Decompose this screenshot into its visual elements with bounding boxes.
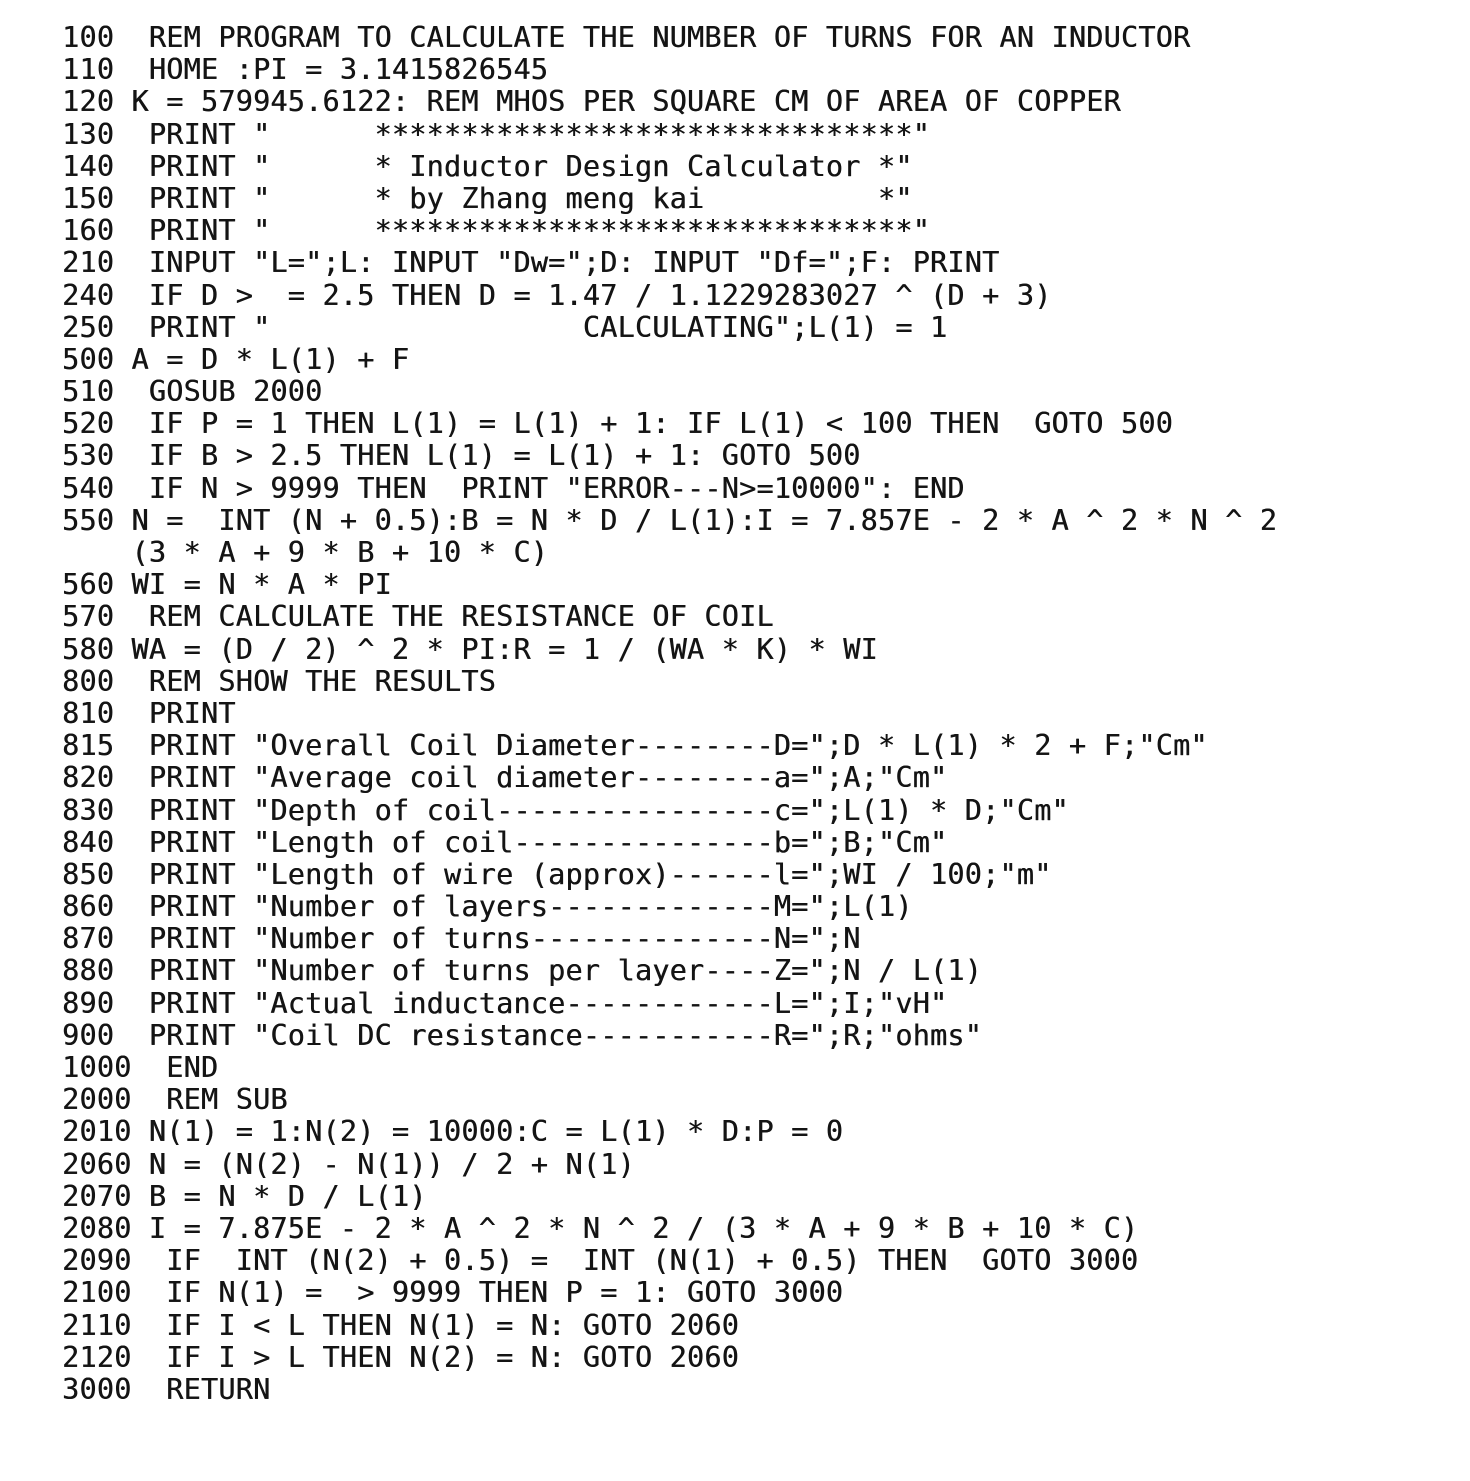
code-line: 2070 B = N * D / L(1) — [62, 1179, 427, 1213]
code-line: 240 IF D > = 2.5 THEN D = 1.47 / 1.1229283027 ^ (D + 3) — [62, 278, 1052, 312]
code-line: 830 PRINT "Depth of coil----------------c=";L(1) * D;"Cm" — [62, 793, 1069, 827]
code-line: 2060 N = (N(2) - N(1)) / 2 + N(1) — [62, 1147, 635, 1181]
code-line: 840 PRINT "Length of coil---------------b=";B;"Cm" — [62, 825, 948, 859]
code-line: 880 PRINT "Number of turns per layer----Z=";N / L(1) — [62, 954, 982, 988]
code-line: (3 * A + 9 * B + 10 * C) — [62, 536, 549, 569]
code-line: 560 WI = N * A * PI — [62, 568, 392, 602]
code-line: 2100 IF N(1) = > 9999 THEN P = 1: GOTO 3000 — [62, 1276, 844, 1310]
code-line: 250 PRINT " CALCULATING";L(1) = 1 — [62, 310, 948, 344]
code-line: 800 REM SHOW THE RESULTS — [62, 664, 496, 698]
code-line: 2000 REM SUB — [62, 1083, 288, 1117]
code-line: 1000 END — [62, 1051, 219, 1084]
code-line: 2120 IF I > L THEN N(2) = N: GOTO 2060 — [62, 1340, 739, 1374]
code-line: 810 PRINT — [62, 696, 236, 730]
code-line: 580 WA = (D / 2) ^ 2 * PI:R = 1 / (WA * K) * WI — [62, 632, 878, 666]
code-line: 850 PRINT "Length of wire (approx)------l=";WI / 100;"m" — [62, 857, 1052, 891]
code-line: 2080 I = 7.875E - 2 * A ^ 2 * N ^ 2 / (3 * A + 9 * B + 10 * C) — [62, 1211, 1139, 1245]
code-line: 2110 IF I < L THEN N(1) = N: GOTO 2060 — [62, 1308, 739, 1342]
code-line: 510 GOSUB 2000 — [62, 375, 323, 409]
code-line: 120 K = 579945.6122: REM MHOS PER SQUARE CM OF AREA OF COPPER — [62, 85, 1121, 119]
code-line: 870 PRINT "Number of turns--------------N=";N — [62, 922, 861, 956]
code-line: 3000 RETURN — [62, 1372, 271, 1406]
code-line: 890 PRINT "Actual inductance------------L=";I;"vH" — [62, 986, 948, 1020]
code-line: 900 PRINT "Coil DC resistance-----------R=";R;"ohms" — [62, 1018, 982, 1052]
program-listing — [62, 22, 1462, 1406]
code-line: 520 IF P = 1 THEN L(1) = L(1) + 1: IF L(1) < 100 THEN GOTO 500 — [62, 407, 1173, 441]
code-line: 210 INPUT "L=";L: INPUT "Dw=";D: INPUT "Df=";F: PRINT — [62, 246, 1000, 280]
code-line: 140 PRINT " * Inductor Design Calculator *" — [62, 149, 913, 183]
code-line: 110 HOME :PI = 3.1415826545 — [62, 53, 549, 87]
code-line: 150 PRINT " * by Zhang meng kai *" — [62, 181, 913, 215]
code-line: 860 PRINT "Number of layers-------------M=";L(1) — [62, 890, 913, 924]
code-line: 100 REM PROGRAM TO CALCULATE THE NUMBER OF TURNS FOR AN INDUCTOR — [62, 21, 1191, 54]
code-line: 2090 IF INT (N(2) + 0.5) = INT (N(1) + 0.5) THEN GOTO 3000 — [62, 1244, 1139, 1278]
code-line: 160 PRINT " *******************************" — [62, 214, 930, 248]
code-line: 550 N = INT (N + 0.5):B = N * D / L(1):I = 7.857E - 2 * A ^ 2 * N ^ 2 — [62, 503, 1278, 537]
code-line: 570 REM CALCULATE THE RESISTANCE OF COIL — [62, 600, 774, 634]
code-line: 530 IF B > 2.5 THEN L(1) = L(1) + 1: GOTO 500 — [62, 439, 861, 473]
code-line: 815 PRINT "Overall Coil Diameter--------D=";D * L(1) * 2 + F;"Cm" — [62, 729, 1208, 763]
code-line: 130 PRINT " *******************************" — [62, 117, 930, 151]
code-line: 540 IF N > 9999 THEN PRINT "ERROR---N>=10000": END — [62, 471, 965, 505]
code-line: 820 PRINT "Average coil diameter--------a=";A;"Cm" — [62, 761, 948, 795]
code-line: 2010 N(1) = 1:N(2) = 10000:C = L(1) * D:P = 0 — [62, 1115, 844, 1149]
code-line: 500 A = D * L(1) + F — [62, 342, 410, 376]
